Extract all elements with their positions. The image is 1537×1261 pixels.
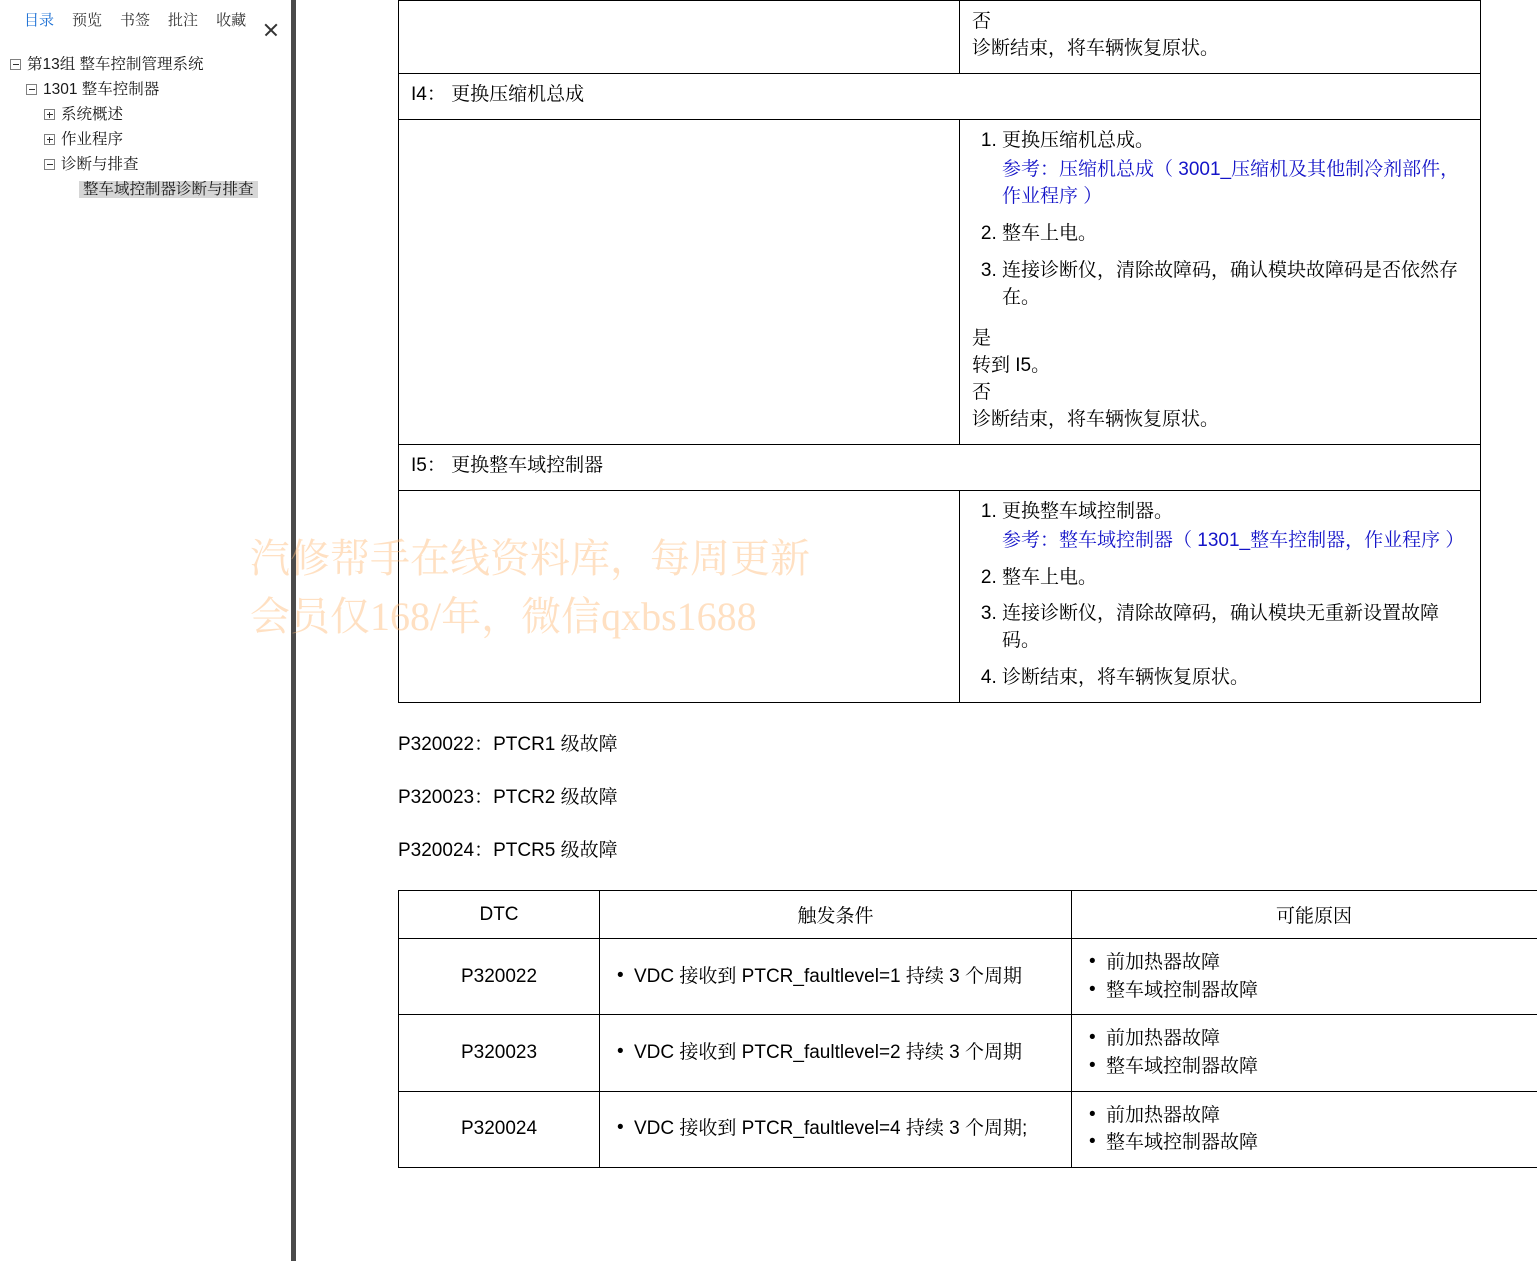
sidebar-tab-favorites[interactable]: 收藏 (216, 11, 247, 29)
table-row (399, 1, 1481, 74)
watermark-line-2: 会员仅168/年，微信qxbs1688 (250, 594, 757, 639)
section-title-p320024: P320024：PTCR5 级故障 (398, 840, 618, 862)
tree-item-system-overview[interactable] (4, 102, 295, 127)
table-row (399, 939, 1537, 1015)
list-item (1002, 258, 1468, 312)
cell-dtc-code: P320024 (399, 1091, 600, 1167)
cell-trigger (600, 939, 1072, 1015)
sidebar-tab-contents[interactable]: 目录 (24, 11, 55, 29)
trigger-list (612, 963, 1059, 991)
list-item: • VDC 接收到 PTCR_faultlevel=1 持续 3 个周期 (634, 963, 1059, 991)
fragment-cell (960, 1, 1481, 74)
tree-item-label: 1301 整车控制器 (43, 80, 160, 98)
list-item: • 整车域控制器故障 (1106, 1129, 1537, 1157)
step-header-i5: I5： 更换整车域控制器 (399, 444, 1481, 490)
column-header-trigger: 触发条件 (600, 891, 1072, 939)
contents-tree (0, 34, 295, 202)
table-header-row (399, 891, 1537, 939)
cause-list (1084, 1025, 1537, 1080)
sidebar-scrollbar[interactable] (291, 0, 296, 1261)
column-header-cause: 可能原因 (1072, 891, 1537, 939)
step-text: 更换压缩机总成。 (1002, 129, 1155, 151)
expand-toggle-icon[interactable] (44, 109, 55, 120)
step-text: 更换整车域控制器。 (1002, 500, 1174, 522)
tree-item-group13[interactable] (4, 52, 295, 77)
tree-item-1301[interactable] (4, 77, 295, 102)
step-outcome-i4 (972, 326, 1468, 434)
step-content-i5 (960, 490, 1481, 703)
tree-item-label: 诊断与排查 (61, 155, 139, 173)
watermark-line-1: 汽修帮手在线资料库，每周更新 (250, 536, 810, 581)
tree-item-diagnosis[interactable] (4, 152, 295, 177)
list-item: • 前加热器故障 (1106, 1102, 1537, 1130)
list-item (1002, 128, 1468, 211)
table-row (399, 119, 1481, 444)
cell-causes (1072, 1091, 1537, 1167)
step-header-i4: I4： 更换压缩机总成 (399, 73, 1481, 119)
cause-list (1084, 949, 1537, 1004)
step-list (972, 128, 1468, 312)
step-text: 连接诊断仪，清除故障码，确认模块无重新设置故障码。 (1002, 603, 1440, 652)
tree-item-work-procedure[interactable] (4, 127, 295, 152)
dtc-table (398, 890, 1537, 1167)
tree-item-label: 系统概述 (61, 105, 124, 123)
empty-cell (399, 490, 960, 703)
outcome-yes: 是 (972, 327, 992, 349)
step-text: 连接诊断仪，清除故障码，确认模块故障码是否依然存在。 (1002, 259, 1459, 308)
list-item (1002, 565, 1468, 592)
step-text: 整车上电。 (1002, 222, 1098, 244)
cell-dtc-code: P320022 (399, 939, 600, 1015)
trigger-list (612, 1039, 1059, 1067)
sidebar-tabs (0, 0, 295, 34)
cause-list (1084, 1102, 1537, 1157)
list-item: • 前加热器故障 (1106, 1025, 1537, 1053)
cell-trigger (600, 1091, 1072, 1167)
table-row (399, 444, 1481, 490)
cell-causes (1072, 1015, 1537, 1091)
trigger-list (612, 1115, 1059, 1143)
step-content-i4 (960, 119, 1481, 444)
list-item: • 前加热器故障 (1106, 949, 1537, 977)
list-item (1002, 601, 1468, 655)
empty-cell (399, 1, 960, 74)
reference-link[interactable]: 参考：整车域控制器（ 1301_整车控制器，作业程序 ） (1002, 529, 1465, 551)
cell-causes (1072, 939, 1537, 1015)
table-row (399, 73, 1481, 119)
collapse-toggle-icon[interactable] (26, 84, 37, 95)
reference-link[interactable]: 参考：压缩机总成（ 3001_压缩机及其他制冷剂部件，作业程序 ） (1002, 158, 1460, 207)
tree-item-label: 作业程序 (61, 130, 124, 148)
list-item: • VDC 接收到 PTCR_faultlevel=4 持续 3 个周期; (634, 1115, 1059, 1143)
table-row (399, 490, 1481, 703)
sidebar-panel (0, 0, 296, 1261)
table-row (399, 1015, 1537, 1091)
list-item: • 整车域控制器故障 (1106, 977, 1537, 1005)
list-item: • 整车域控制器故障 (1106, 1053, 1537, 1081)
outcome-yes-action: 转到 I5。 (972, 354, 1051, 376)
step-text: 诊断结束，将车辆恢复原状。 (1002, 667, 1250, 689)
outcome-no-action: 诊断结束，将车辆恢复原状。 (972, 408, 1220, 430)
list-item (1002, 499, 1468, 555)
sidebar-tab-bookmarks[interactable]: 书签 (120, 11, 151, 29)
section-title-p320023: P320023：PTCR2 级故障 (398, 787, 618, 809)
step-text: 整车上电。 (1002, 566, 1098, 588)
sidebar-tab-preview[interactable]: 预览 (72, 11, 103, 29)
cell-dtc-code: P320023 (399, 1015, 600, 1091)
document-viewer (310, 0, 1537, 1261)
tree-item-vehicle-domain-controller-diagnosis[interactable] (4, 177, 295, 202)
fragment-line-no: 否 (972, 11, 992, 32)
expand-toggle-icon[interactable] (44, 134, 55, 145)
sidebar-tab-annotations[interactable]: 批注 (168, 11, 199, 29)
table-row (399, 1091, 1537, 1167)
list-item (1002, 665, 1468, 692)
leaf-icon (62, 184, 73, 195)
collapse-toggle-icon[interactable] (44, 159, 55, 170)
step-list (972, 499, 1468, 693)
section-title-p320022: P320022：PTCR1 级故障 (398, 734, 618, 756)
column-header-dtc: DTC (399, 891, 600, 939)
tree-item-label: 整车域控制器诊断与排查 (79, 181, 258, 199)
fragment-line-end: 诊断结束，将车辆恢复原状。 (972, 37, 1220, 59)
cell-trigger (600, 1015, 1072, 1091)
outcome-no: 否 (972, 381, 992, 403)
close-icon[interactable] (263, 22, 279, 38)
empty-cell (399, 119, 960, 444)
procedure-table-i4 (398, 0, 1481, 703)
collapse-toggle-icon[interactable] (10, 59, 21, 70)
list-item: • VDC 接收到 PTCR_faultlevel=2 持续 3 个周期 (634, 1039, 1059, 1067)
tree-item-label: 第13组 整车控制管理系统 (27, 55, 204, 73)
list-item (1002, 221, 1468, 248)
